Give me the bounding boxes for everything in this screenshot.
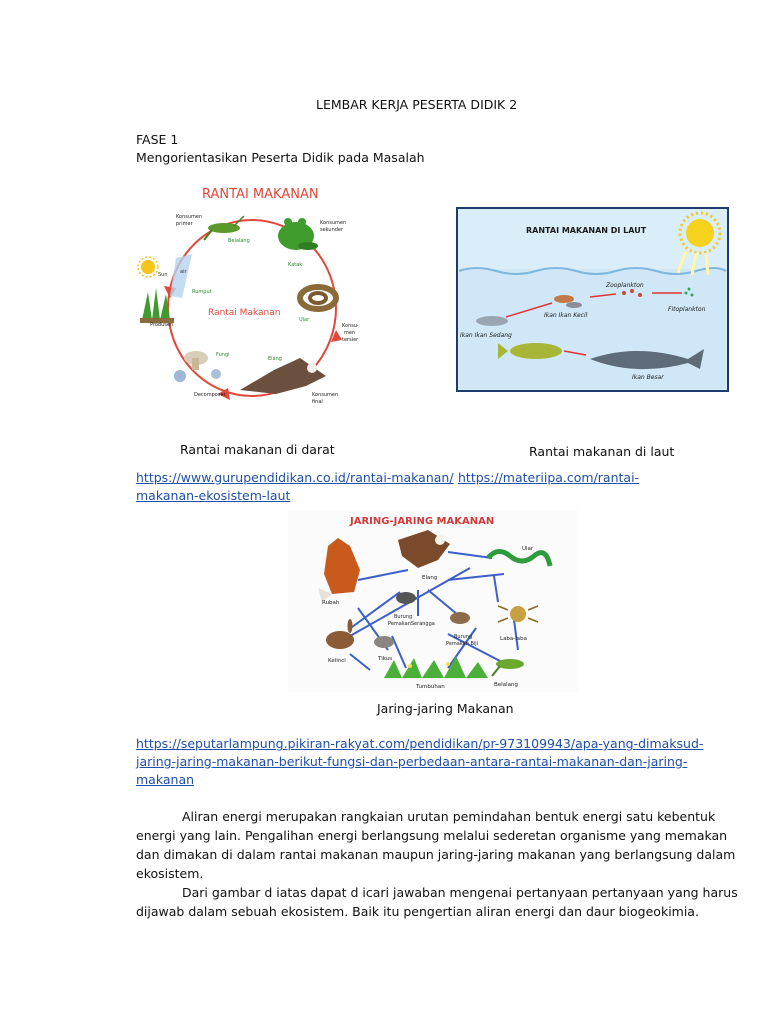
mouse-icon <box>374 636 394 648</box>
konsumen-primer-label: Konsumen <box>176 214 203 220</box>
phase-label: FASE 1 <box>136 132 179 147</box>
medium-fish-icon <box>476 316 508 326</box>
frog-icon <box>278 218 318 250</box>
paragraph-2-line-1: Dari gambar d iatas dapat d icari jawaban mengenai pertanyaan pertanyaan yang harus <box>182 885 738 900</box>
eagle-icon <box>240 358 326 394</box>
food-web-source-link-line-3[interactable]: makanan <box>136 772 195 787</box>
konsumen-tersier-label: Konsu- <box>342 323 359 329</box>
sea-chain-heading: RANTAI MAKANAN DI LAUT <box>526 226 647 235</box>
paragraph-1-line-2: energi yang lain. Pengalihan energi berlangsung melalui sederetan organisme yang memakan <box>136 828 728 843</box>
land-chain-center-label: Rantai Makanan <box>208 308 281 318</box>
konsumen-final-label: Konsumen <box>312 392 339 398</box>
belalang-web-label: Belalang <box>494 682 518 688</box>
food-web-caption: Jaring-jaring Makanan <box>377 701 514 716</box>
paragraph-1-line-4: ekosistem. <box>136 866 204 881</box>
sea-food-chain-figure <box>456 207 729 392</box>
air-label: air <box>180 269 187 275</box>
katak-label: Katak <box>288 262 303 268</box>
land-chain-source-link[interactable]: https://www.gurupendidikan.co.id/rantai-makanan/ <box>136 470 454 485</box>
konsumen-sekunder-label: Konsumen <box>320 220 347 226</box>
food-web-figure <box>288 510 578 692</box>
land-chain-heading: RANTAI MAKANAN <box>202 187 319 202</box>
worksheet-title: LEMBAR KERJA PESERTA DIDIK 2 <box>316 97 518 112</box>
tumbuhan-label: Tumbuhan <box>416 684 445 690</box>
ikan-kecil-label: Ikan Ikan Kecil <box>544 312 588 319</box>
rain-icon <box>170 254 192 298</box>
konsumen-tersier-label-3: tersier <box>342 337 359 343</box>
burung-serangga-label: Burung <box>394 614 413 620</box>
ular-label: Ular <box>299 317 310 323</box>
ikan-sedang-label: Ikan Ikan Sedang <box>460 332 512 339</box>
rumput-label: Rumput <box>192 289 212 295</box>
decomposer-label: Decomposer <box>194 392 226 398</box>
sea-chain-source-link-continued[interactable]: makanan-ekosistem-laut <box>136 488 291 503</box>
burung-biji-label-2: Pemakan Biji <box>446 641 479 647</box>
bird-icon <box>396 592 416 604</box>
burung-serangga-label-2: PemakanSerangga <box>388 621 435 627</box>
zooplankton-label: Zooplankton <box>606 282 644 289</box>
paragraph-1-line-3: dan dimakan di dalam rantai makanan maupun jaring-jaring makanan yang berlangsung dalam <box>136 847 736 862</box>
food-web-heading: JARING-JARING MAKANAN <box>350 516 495 527</box>
phase-description: Mengorientasikan Peserta Didik pada Masalah <box>136 150 425 165</box>
rubah-label: Rubah <box>322 600 340 606</box>
sun-label: Sun <box>158 272 168 278</box>
laba-laba-label: Laba-laba <box>500 636 528 642</box>
ular-web-label: Ular <box>522 546 534 552</box>
snake-icon <box>300 287 336 309</box>
konsumen-final-label-2: final <box>312 399 323 405</box>
grasshopper-icon <box>204 216 244 240</box>
food-web-source-link-line-1[interactable]: https://seputarlampung.pikiran-rakyat.com/pendidikan/pr-973109943/apa-yang-dimaksud- <box>136 736 704 751</box>
sparrow-icon <box>450 612 470 624</box>
land-food-chain-figure <box>136 180 368 412</box>
ikan-besar-label: Ikan Besar <box>632 374 664 381</box>
tikus-label: Tikus <box>378 656 393 662</box>
sea-chain-source-link[interactable]: https://materiipa.com/rantai- <box>458 470 640 485</box>
belalang-label: Belalang <box>228 238 250 244</box>
sun-icon <box>138 257 158 277</box>
food-web-source-link-line-2[interactable]: jaring-jaring-makanan-berikut-fungsi-dan-perbedaan-antara-rantai-makanan-dan-jaring- <box>136 754 688 769</box>
paragraph-1-line-1: Aliran energi merupakan rangkaian urutan pemindahan bentuk energi satu kebentuk <box>182 809 716 824</box>
burung-biji-label: Burung <box>454 634 473 640</box>
produsen-label: Produsen <box>150 322 174 328</box>
kelinci-label: Kelinci <box>328 658 346 664</box>
sea-chain-caption: Rantai makanan di laut <box>529 444 675 459</box>
elang-label: Elang <box>268 356 282 362</box>
fitoplankton-label: Fitoplankton <box>668 306 706 313</box>
konsumen-tersier-label-2: men <box>344 330 356 336</box>
konsumen-primer-label-2: primer <box>176 221 193 227</box>
land-chain-caption: Rantai makanan di darat <box>180 442 335 457</box>
fungi-label: Fungi <box>216 352 230 358</box>
paragraph-2-line-2: dijawab dalam sebuah ekosistem. Baik itu pengertian aliran energi dan daur biogeokimia. <box>136 904 699 919</box>
konsumen-sekunder-label-2: sekunder <box>320 227 344 233</box>
elang-web-label: Elang <box>422 575 438 581</box>
